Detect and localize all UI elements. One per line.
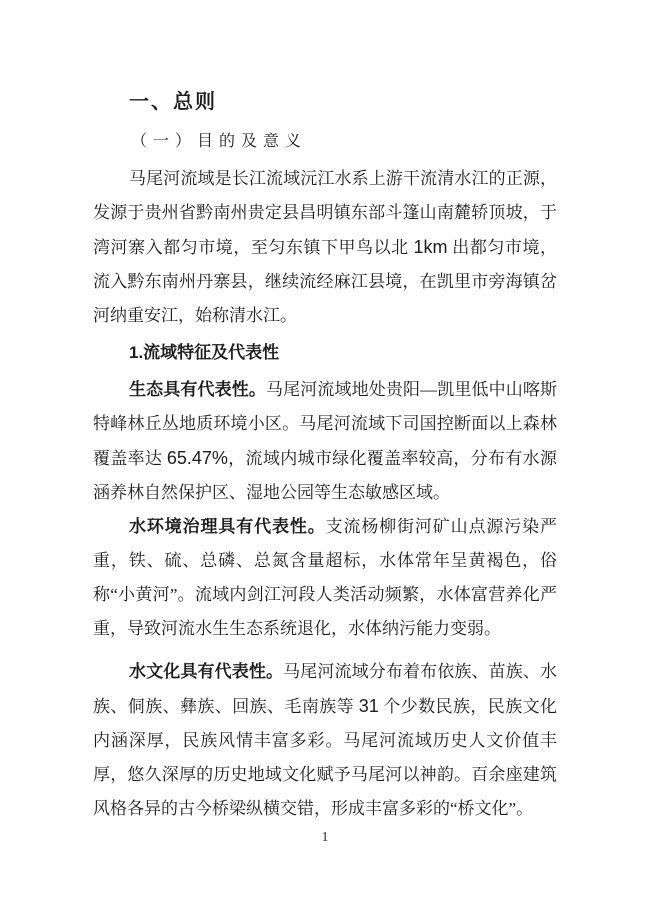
- water-culture-paragraph: 水文化具有代表性。马尾河流域分布着布依族、苗族、水族、侗族、彝族、回族、毛南族等 31 个少数民族，民族文化内涵深厚，民族风情丰富多彩。马尾河流域历史人文价值丰厚，悠久深厚的历史地域文化赋予马尾河以神韵。百余座建筑风格各异的古今桥梁纵横交错，形成丰富多彩的“桥文化”。: [93, 662, 558, 818]
- section-heading: （一）目的及意义: [131, 133, 308, 150]
- subsection-heading: 1.流域特征及代表性: [129, 343, 280, 362]
- page-number: 1: [321, 830, 329, 845]
- intro-paragraph: 马尾河流域是长江流域沅江水系上游干流清水江的正源，发源于贵州省黔南州贵定县昌明镇东部斗篷山南麓轿顶坡，于湾河寨入都匀市境，至匀东镇下甲鸟以北 1km 出都匀市境，流入黔东南州丹寨县，继续流经麻江县境，在凯里市旁海镇岔河纳重安江，始称清水江。: [93, 169, 558, 325]
- chapter-heading: 一、总则: [129, 91, 217, 113]
- ecology-paragraph: 生态具有代表性。马尾河流域地处贵阳—凯里低中山喀斯特峰林丘丛地质环境小区。马尾河流域下司国控断面以上森林覆盖率达 65.47%，流域内城市绿化覆盖率较高，分布有水源涵养林自然保护区、湿地公园等生态敏感区域。: [93, 380, 558, 502]
- water-environment-paragraph: 水环境治理具有代表性。支流杨柳街河矿山点源污染严重，铁、硫、总磷、总氮含量超标，水体常年呈黄褐色，俗称“小黄河”。流域内剑江河段人类活动频繁，水体富营养化严重，导致河流水生生态系统退化，水体纳污能力变弱。: [93, 517, 558, 638]
- document-body: [93, 88, 557, 826]
